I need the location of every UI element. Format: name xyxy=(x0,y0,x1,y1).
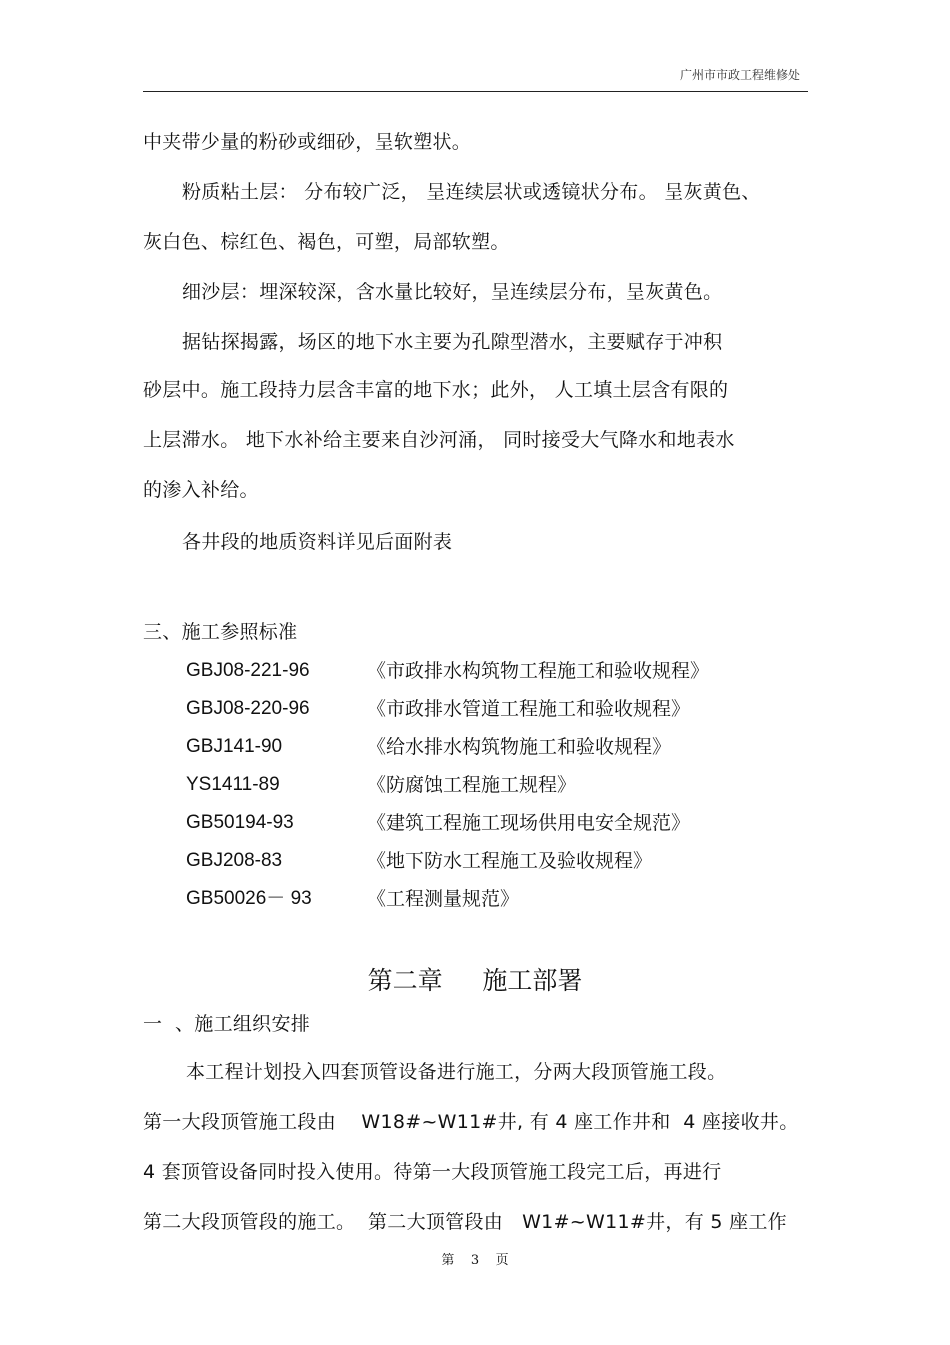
body-line: 各井段的地质资料详见后面附表 xyxy=(182,531,453,553)
standard-title: 《工程测量规范》 xyxy=(367,888,520,910)
standard-title: 《市政排水管道工程施工和验收规程》 xyxy=(367,698,691,720)
body-line: 4 套顶管设备同时投入使用。待第一大段顶管施工段完工后，再进行 xyxy=(143,1161,722,1183)
body-line: 上层滞水。 地下水补给主要来自沙河涌， 同时接受大气降水和地表水 xyxy=(143,429,735,451)
standard-code: GBJ141-90 xyxy=(186,736,283,757)
body-line: 第二大段顶管段的施工。 第二大顶管段由 W1#~W11#井，有 5 座工作 xyxy=(143,1211,787,1233)
standard-code: GB50026－ 93 xyxy=(186,888,312,909)
section-heading: 三、施工参照标准 xyxy=(143,621,298,643)
body-line: 砂层中。施工段持力层含丰富的地下水；此外， 人工填土层含有限的 xyxy=(143,379,729,401)
body-line: 的渗入补给。 xyxy=(143,479,259,501)
standard-title: 《建筑工程施工现场供用电安全规范》 xyxy=(367,812,691,834)
body-line: 本工程计划投入四套顶管设备进行施工，分两大段顶管施工段。 xyxy=(186,1061,727,1083)
header-organization: 广州市市政工程维修处 xyxy=(679,68,800,82)
standard-code: GBJ08-220-96 xyxy=(186,698,310,719)
body-line: 细沙层：埋深较深，含水量比较好，呈连续层分布，呈灰黄色。 xyxy=(182,281,723,303)
body-line: 第一大段顶管施工段由 W18#~W11#井, 有 4 座工作井和 4 座接收井。 xyxy=(143,1111,799,1133)
header-rule xyxy=(143,91,808,92)
body-line: 粉质粘土层： 分布较广泛， 呈连续层状或透镜状分布。 呈灰黄色、 xyxy=(182,181,761,203)
body-line: 中夹带少量的粉砂或细砂，呈软塑状。 xyxy=(143,131,472,153)
standard-code: GBJ08-221-96 xyxy=(186,660,310,681)
standard-code: GBJ208-83 xyxy=(186,850,283,871)
chapter-title: 第二章 施工部署 xyxy=(367,966,583,995)
standard-title: 《市政排水构筑物工程施工和验收规程》 xyxy=(367,660,710,682)
standard-code: GB50194-93 xyxy=(186,812,294,833)
body-line: 灰白色、棕红色、褐色，可塑，局部软塑。 xyxy=(143,231,510,253)
page-number: 第 3 页 xyxy=(441,1253,509,1268)
body-line: 据钻探揭露，场区的地下水主要为孔隙型潜水，主要赋存于冲积 xyxy=(182,331,723,353)
standard-code: YS1411-89 xyxy=(186,774,280,795)
standard-title: 《给水排水构筑物施工和验收规程》 xyxy=(367,736,672,758)
standard-title: 《防腐蚀工程施工规程》 xyxy=(367,774,577,796)
section-heading: 一 、施工组织安排 xyxy=(143,1013,311,1035)
standard-title: 《地下防水工程施工及验收规程》 xyxy=(367,850,653,872)
